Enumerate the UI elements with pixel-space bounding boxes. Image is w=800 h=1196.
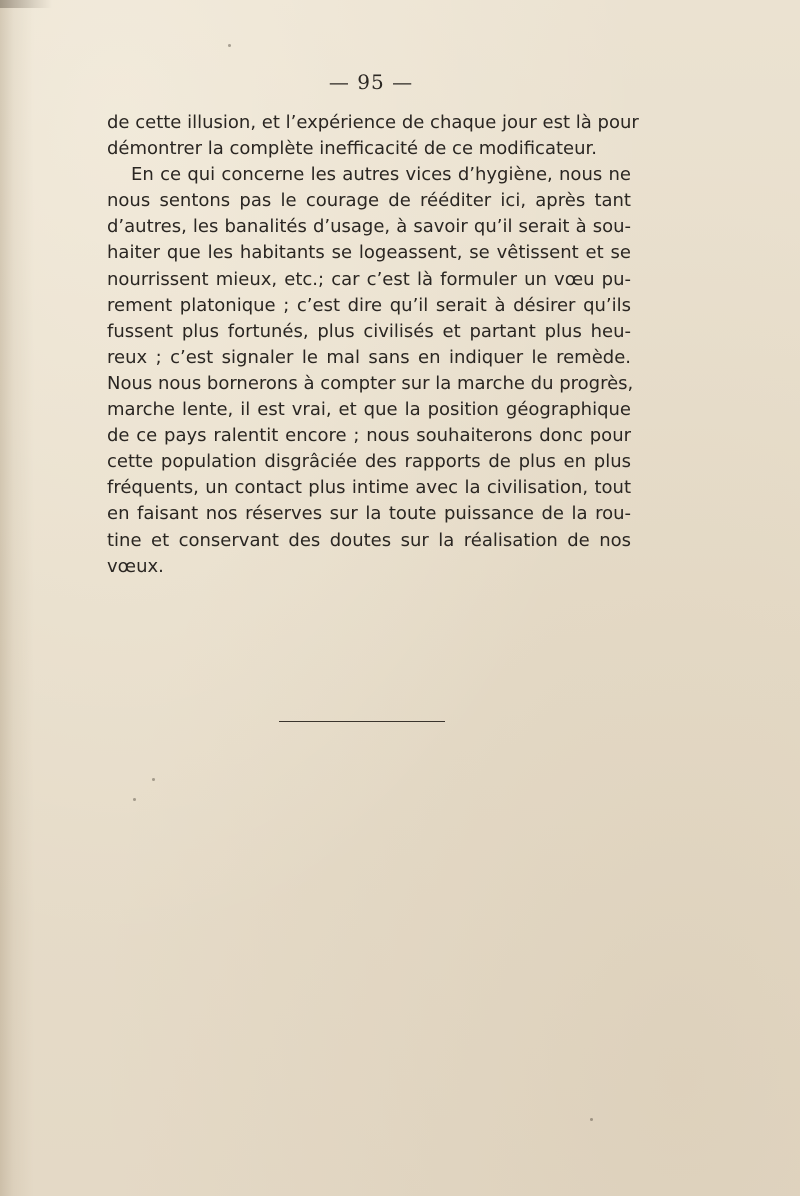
text-line: de cette illusion, et l’expérience de chaque jour est là pour bbox=[107, 112, 639, 133]
text-line: en faisant nos réserves sur la toute puissance de la rou- bbox=[107, 503, 631, 525]
text-line: fussent plus fortunés, plus civilisés et partant plus heu- bbox=[107, 320, 631, 342]
paper-speck bbox=[133, 798, 136, 801]
corner-mark bbox=[0, 0, 52, 8]
text-line: démontrer la complète inefficacité de ce modificateur. bbox=[107, 138, 597, 160]
page-number: — 95 — bbox=[328, 70, 414, 94]
text-line: cette population disgrâciée des rapports de plus en plus bbox=[107, 451, 631, 473]
paper-speck bbox=[152, 778, 155, 781]
text-line: Nous nous bornerons à compter sur la marche du progrès, bbox=[107, 372, 634, 394]
text-line: tine et conservant des doutes sur la réalisation de nos bbox=[107, 529, 631, 551]
text-line: nous sentons pas le courage de rééditer ici, après tant bbox=[107, 190, 631, 212]
text-line: rement platonique ; c’est dire qu’il serait à désirer qu’ils bbox=[107, 294, 631, 316]
section-divider bbox=[279, 721, 445, 722]
text-line: En ce qui concerne les autres vices d’hygiène, nous ne bbox=[131, 164, 631, 186]
body-text bbox=[107, 110, 639, 580]
text-line: reux ; c’est signaler le mal sans en indiquer le remède. bbox=[107, 346, 631, 368]
text-line: haiter que les habitants se logeassent, se vêtissent et se bbox=[107, 242, 631, 264]
paper-speck bbox=[228, 44, 231, 47]
text-line: fréquents, un contact plus intime avec la civilisation, tout bbox=[107, 477, 631, 499]
show-through bbox=[150, 580, 670, 910]
text-line: de ce pays ralentit encore ; nous souhaiterons donc pour bbox=[107, 425, 631, 447]
text-line: marche lente, il est vrai, et que la position géographique bbox=[107, 399, 631, 421]
paper-speck bbox=[590, 1118, 593, 1121]
text-line: vœux. bbox=[107, 555, 164, 577]
text-line: d’autres, les banalités d’usage, à savoir qu’il serait à sou- bbox=[107, 216, 631, 238]
text-line: nourrissent mieux, etc.; car c’est là formuler un vœu pu- bbox=[107, 268, 631, 290]
binding-edge-shadow bbox=[0, 0, 34, 1196]
